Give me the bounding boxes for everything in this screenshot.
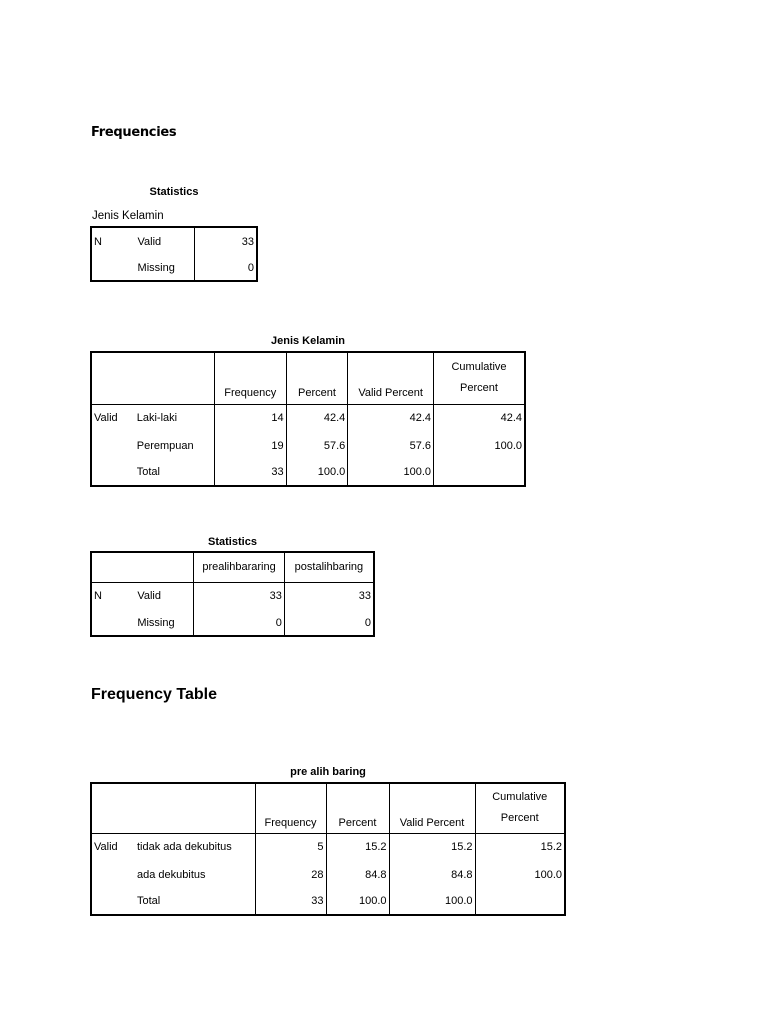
stats2-table — [90, 551, 375, 637]
table-row — [91, 610, 374, 636]
cell-percent: 57.6 — [286, 432, 348, 459]
row-label: tidak ada dekubitus — [135, 833, 255, 861]
cell-frequency: 5 — [255, 833, 326, 861]
pre-alih-baring-title: pre alih baring — [290, 766, 366, 778]
cell-frequency: 28 — [255, 861, 326, 888]
table-header-row — [91, 783, 565, 833]
cell-percent: 100.0 — [326, 888, 389, 915]
table-row — [91, 861, 565, 888]
header-cumulative-line2: Percent — [500, 811, 539, 824]
table-row — [91, 888, 565, 915]
cell-valid-percent: 57.6 — [348, 432, 434, 459]
header-cumulative-line1: Cumulative — [451, 360, 507, 373]
cell-value: 0 — [364, 616, 371, 629]
cell-frequency: 14 — [214, 404, 286, 432]
jenis-kelamin-table — [90, 351, 526, 487]
stats1-title: Statistics — [149, 186, 199, 198]
row-label: Total — [135, 459, 215, 486]
cell-value: 33 — [241, 235, 254, 248]
table-row — [91, 582, 374, 610]
cell-valid-percent: 15.2 — [389, 833, 475, 861]
cell-value: 33 — [358, 590, 371, 603]
jenis-kelamin-title: Jenis Kelamin — [271, 335, 345, 347]
table-row — [91, 459, 525, 486]
header-frequency: Frequency — [255, 783, 326, 833]
group-label: Valid — [94, 412, 118, 425]
header-percent: Percent — [326, 783, 389, 833]
cell-frequency: 33 — [214, 459, 286, 486]
header-prealihbararing: prealihbararing — [194, 552, 285, 582]
row-label: Missing — [136, 255, 195, 281]
cell-valid-percent: 42.4 — [348, 404, 434, 432]
header-postalihbaring: postalihbaring — [284, 552, 374, 582]
row-label: Laki-laki — [135, 404, 215, 432]
stats1-variable-label: Jenis Kelamin — [92, 210, 164, 222]
stats1-table — [90, 226, 258, 282]
table-row — [91, 432, 525, 459]
cell-frequency: 33 — [255, 888, 326, 915]
cell-cumulative: 100.0 — [494, 439, 522, 452]
row-label: Total — [135, 888, 255, 915]
header-cumulative-line1: Cumulative — [492, 790, 548, 803]
table-row — [91, 227, 257, 255]
table-header-row — [91, 552, 374, 582]
header-valid-percent: Valid Percent — [389, 783, 475, 833]
cell-valid-percent: 100.0 — [348, 459, 434, 486]
header-valid-percent: Valid Percent — [348, 352, 434, 404]
stats2-title: Statistics — [208, 536, 257, 548]
cell-cumulative: 100.0 — [534, 868, 562, 881]
row-label: Missing — [135, 610, 193, 636]
header-percent: Percent — [286, 352, 348, 404]
header-cumulative-line2: Percent — [460, 381, 498, 394]
cell-cumulative — [475, 888, 565, 915]
pre-alih-baring-table — [90, 782, 566, 916]
cell-value: 33 — [194, 582, 285, 610]
cell-valid-percent: 84.8 — [389, 861, 475, 888]
cell-percent: 42.4 — [286, 404, 348, 432]
table-row — [91, 255, 257, 281]
cell-valid-percent: 100.0 — [389, 888, 475, 915]
n-label: N — [94, 590, 102, 603]
cell-cumulative — [434, 459, 526, 486]
header-frequency: Frequency — [214, 352, 286, 404]
table-row — [91, 404, 525, 432]
group-label: Valid — [94, 841, 118, 854]
n-label: N — [94, 235, 102, 248]
cell-value: 0 — [247, 261, 254, 274]
header-cumulative-percent — [475, 783, 565, 833]
page-heading-frequencies: Frequencies — [91, 125, 177, 140]
table-header-row — [91, 352, 525, 404]
cell-cumulative: 42.4 — [500, 412, 522, 425]
cell-percent: 15.2 — [326, 833, 389, 861]
row-label: Valid — [136, 227, 195, 255]
row-label: ada dekubitus — [135, 861, 255, 888]
cell-cumulative: 15.2 — [540, 841, 562, 854]
page-heading-frequency-table: Frequency Table — [91, 686, 217, 703]
row-label: Valid — [135, 582, 193, 610]
table-row — [91, 833, 565, 861]
cell-percent: 84.8 — [326, 861, 389, 888]
cell-percent: 100.0 — [286, 459, 348, 486]
row-label: Perempuan — [135, 432, 215, 459]
header-cumulative-percent — [434, 352, 526, 404]
cell-value: 0 — [194, 610, 285, 636]
cell-frequency: 19 — [214, 432, 286, 459]
